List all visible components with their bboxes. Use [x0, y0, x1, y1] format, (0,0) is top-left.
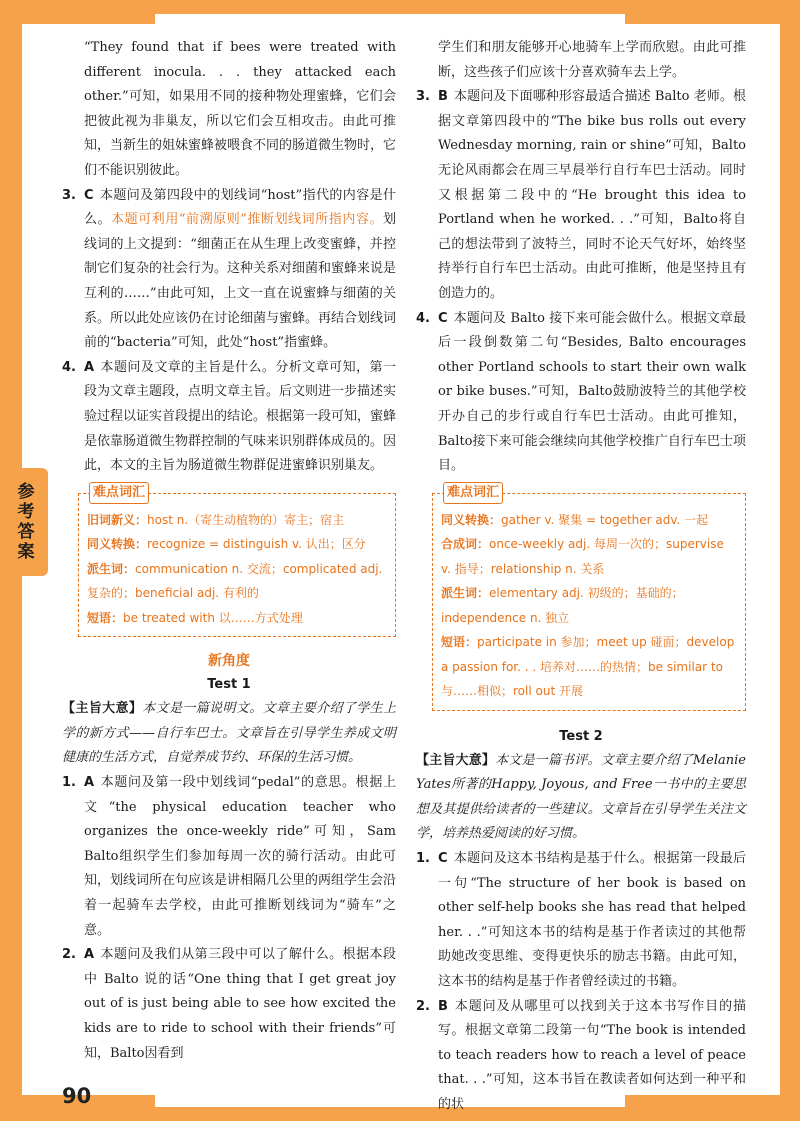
test2-question-2 [416, 995, 746, 1118]
test1-question-2 [62, 943, 396, 1066]
answer-letter: C [84, 187, 94, 203]
vocab-line: 同义转换：recognize = distinguish v. 认出；区分 [87, 537, 366, 552]
test-2-title: Test 2 [559, 728, 603, 744]
question-text: 本题问及文章的主旨是什么。分析文章可知，第一段为文章主题段，点明文章主旨。后文则进一步描述实验过程以证实首段提出的结论。根据第一段可知，蜜蜂是依靠肠道微生物群控制的气味来识别群体成员的。因此，本文的主旨为肠道微生物群促进蜜蜂识别巢友。 [84, 359, 397, 474]
answer-letter: B [438, 89, 448, 105]
right-intro-text: 学生们和朋友能够开心地骑车上学而欣慰。由此可推断，这些孩子们应该十分喜欢骑车去上学。 [438, 40, 746, 80]
vocab-box-title: 难点词汇 [89, 482, 149, 504]
vocab-line: 短语：participate in 参加；meet up 碰面；develop a passion for. . . 培养对……的热情；be similar to 与……相似；roll out 开展 [441, 635, 735, 699]
question-number: 1. [62, 774, 76, 790]
side-tab-label: 参考答案 [13, 482, 34, 562]
left-intro-text: “They found that if bees were treated with different inocula. . . they attacked each other.”可知，如果用不同的接种物处理蜜蜂，它们会把彼此视为非巢友，所以它们会互相攻击。由此可推知，当新生的姐妹蜜蜂被喂食不同的肠道微生物时，它们不能识别彼此。 [84, 40, 397, 178]
question-number: 3. [62, 187, 76, 203]
gist-paragraph-test-2: 【主旨大意】本文是一篇书评。文章主要介绍了Melanie Yates所著的Happy, Joyous, and Free一书中的主要思想及其提供给读者的一些建议。文章旨在引导学生关注文学，培养热爱阅读的好习惯。 [416, 752, 746, 842]
question-text-cont: 划线词的上文提到：“细菌正在从生理上改变蜜蜂，并控制它们复杂的社会行为。这种关系对细菌和蜜蜂来说是互利的……”由此可知，上文一直在说蜜蜂与细菌的关系。所以此处应该仍在讨论细菌与蜜蜂。再结合划线词前的“bacteria”可知，此处“host”指蜜蜂。 [84, 212, 397, 351]
test-1-title: Test 1 [207, 677, 251, 693]
side-tab-answers [0, 468, 48, 576]
left-column [62, 36, 396, 1066]
vocab-box-right [432, 484, 746, 711]
question-4-left [62, 356, 396, 479]
vocab-line: 旧词新义：host n.（寄生动植物的）寄主；宿主 [87, 512, 345, 527]
section-title-new-angle: 新角度 [208, 653, 250, 670]
question-text: 本题问及第一段中划线词“pedal”的意思。根据上文“the physical education teacher who organizes the once-weekly ride”可知，Sam Balto组织学生们参加每周一次的骑行活动。由此可知，划线词所在句应该是讲相隔几公里的两组学生会沿着一起骑车去学校，由此可推断划线词为“骑车”之意。 [84, 774, 397, 938]
vocab-line: 同义转换：gather v. 聚集 = together adv. 一起 [441, 512, 709, 527]
question-number: 4. [62, 359, 76, 375]
answer-letter: C [438, 851, 448, 867]
question-number: 2. [416, 998, 430, 1014]
test2-question-1 [416, 847, 746, 995]
question-text: 本题问及从哪里可以找到关于这本书写作目的描写。根据文章第二段第一句“The book is intended to teach readers how to reach a level of peace that. . .”可知，这本书旨在教读者如何达到一种平和的状 [438, 998, 746, 1112]
answer-letter: A [84, 359, 95, 375]
question-text: 本题问及我们从第三段中可以了解什么。根据本段中 Balto 说的话“One thing that I get great joy out of is just being able to see how excited the kids are to ride to school with their friends”可知，Balto因看到 [84, 947, 396, 1061]
question-text: 本题问及第四段中的划线词“host”指代的内容是什么。 [84, 187, 396, 228]
question-3-right [416, 85, 746, 306]
question-number: 1. [416, 851, 430, 867]
question-3-left [62, 184, 396, 356]
test1-question-1 [62, 771, 396, 943]
question-4-right [416, 307, 746, 479]
question-text: 本题问及这本书结构是基于什么。根据第一段最后一句“The structure of her book is based on other self-help books she has read that helped her. . .”可知这本书的结构是基于作者读过的其他帮助她改变思维、变得更快乐的励志书籍。由此可知，这本书的结构是基于作者曾经读过的书籍。 [438, 851, 746, 990]
gist-paragraph-test-1: 【主旨大意】本文是一篇说明文。文章主要介绍了学生上学的新方式——自行车巴士。文章旨在引导学生养成文明健康的生活方式，自觉养成节约、环保的生活习惯。 [62, 701, 396, 766]
page-number: 90 [62, 1084, 92, 1108]
question-number: 2. [62, 947, 76, 963]
question-text: 本题问及 Balto 接下来可能会做什么。根据文章最后一段倒数第二句“Besides, Balto encourages other Portland schools to start their own walk or bike buses.”可知，Balto鼓励波特兰的其他学校开办自己的步行或自行车巴士活动。由此可推知，Balto接下来可能会继续向其他学校推广自行车巴士项目。 [438, 310, 746, 474]
vocab-line: 合成词：once-weekly adj. 每周一次的；supervise v. 指导；relationship n. 关系 [441, 537, 724, 576]
page-border-top [0, 0, 800, 24]
answer-letter: C [438, 310, 448, 326]
question-text: 本题问及下面哪种形容最适合描述 Balto 老师。根据文章第四段中的“The bike bus rolls out every Wednesday morning, rain or shine”可知，Balto无论风雨都会在周三早晨举行自行车巴士活动。同时又根据第二段中的“He brought this idea to Portland when he worked. . .”可知，Balto将自己的想法带到了波特兰，同时不论天气好坏，始终坚持举行自行车巴士活动。由此可推断，他是坚持且有创造力的。 [438, 89, 746, 301]
vocab-box-title: 难点词汇 [443, 482, 503, 504]
question-number: 3. [416, 89, 430, 105]
tip-text: 本题可利用“前溯原则”推断划线词所指内容。 [111, 212, 383, 228]
vocab-line: 派生词：communication n. 交流；complicated adj. 复杂的；beneficial adj. 有利的 [87, 561, 383, 601]
vocab-line: 短语：be treated with 以……方式处理 [87, 610, 303, 625]
answer-letter: A [84, 774, 95, 790]
right-column [416, 36, 746, 1118]
vocab-box-left [78, 484, 396, 638]
question-number: 4. [416, 310, 430, 326]
page-border-right [780, 0, 800, 1121]
answer-letter: B [438, 998, 448, 1014]
vocab-line: 派生词：elementary adj. 初级的；基础的；independence n. 独立 [441, 586, 684, 625]
answer-letter: A [84, 947, 95, 963]
